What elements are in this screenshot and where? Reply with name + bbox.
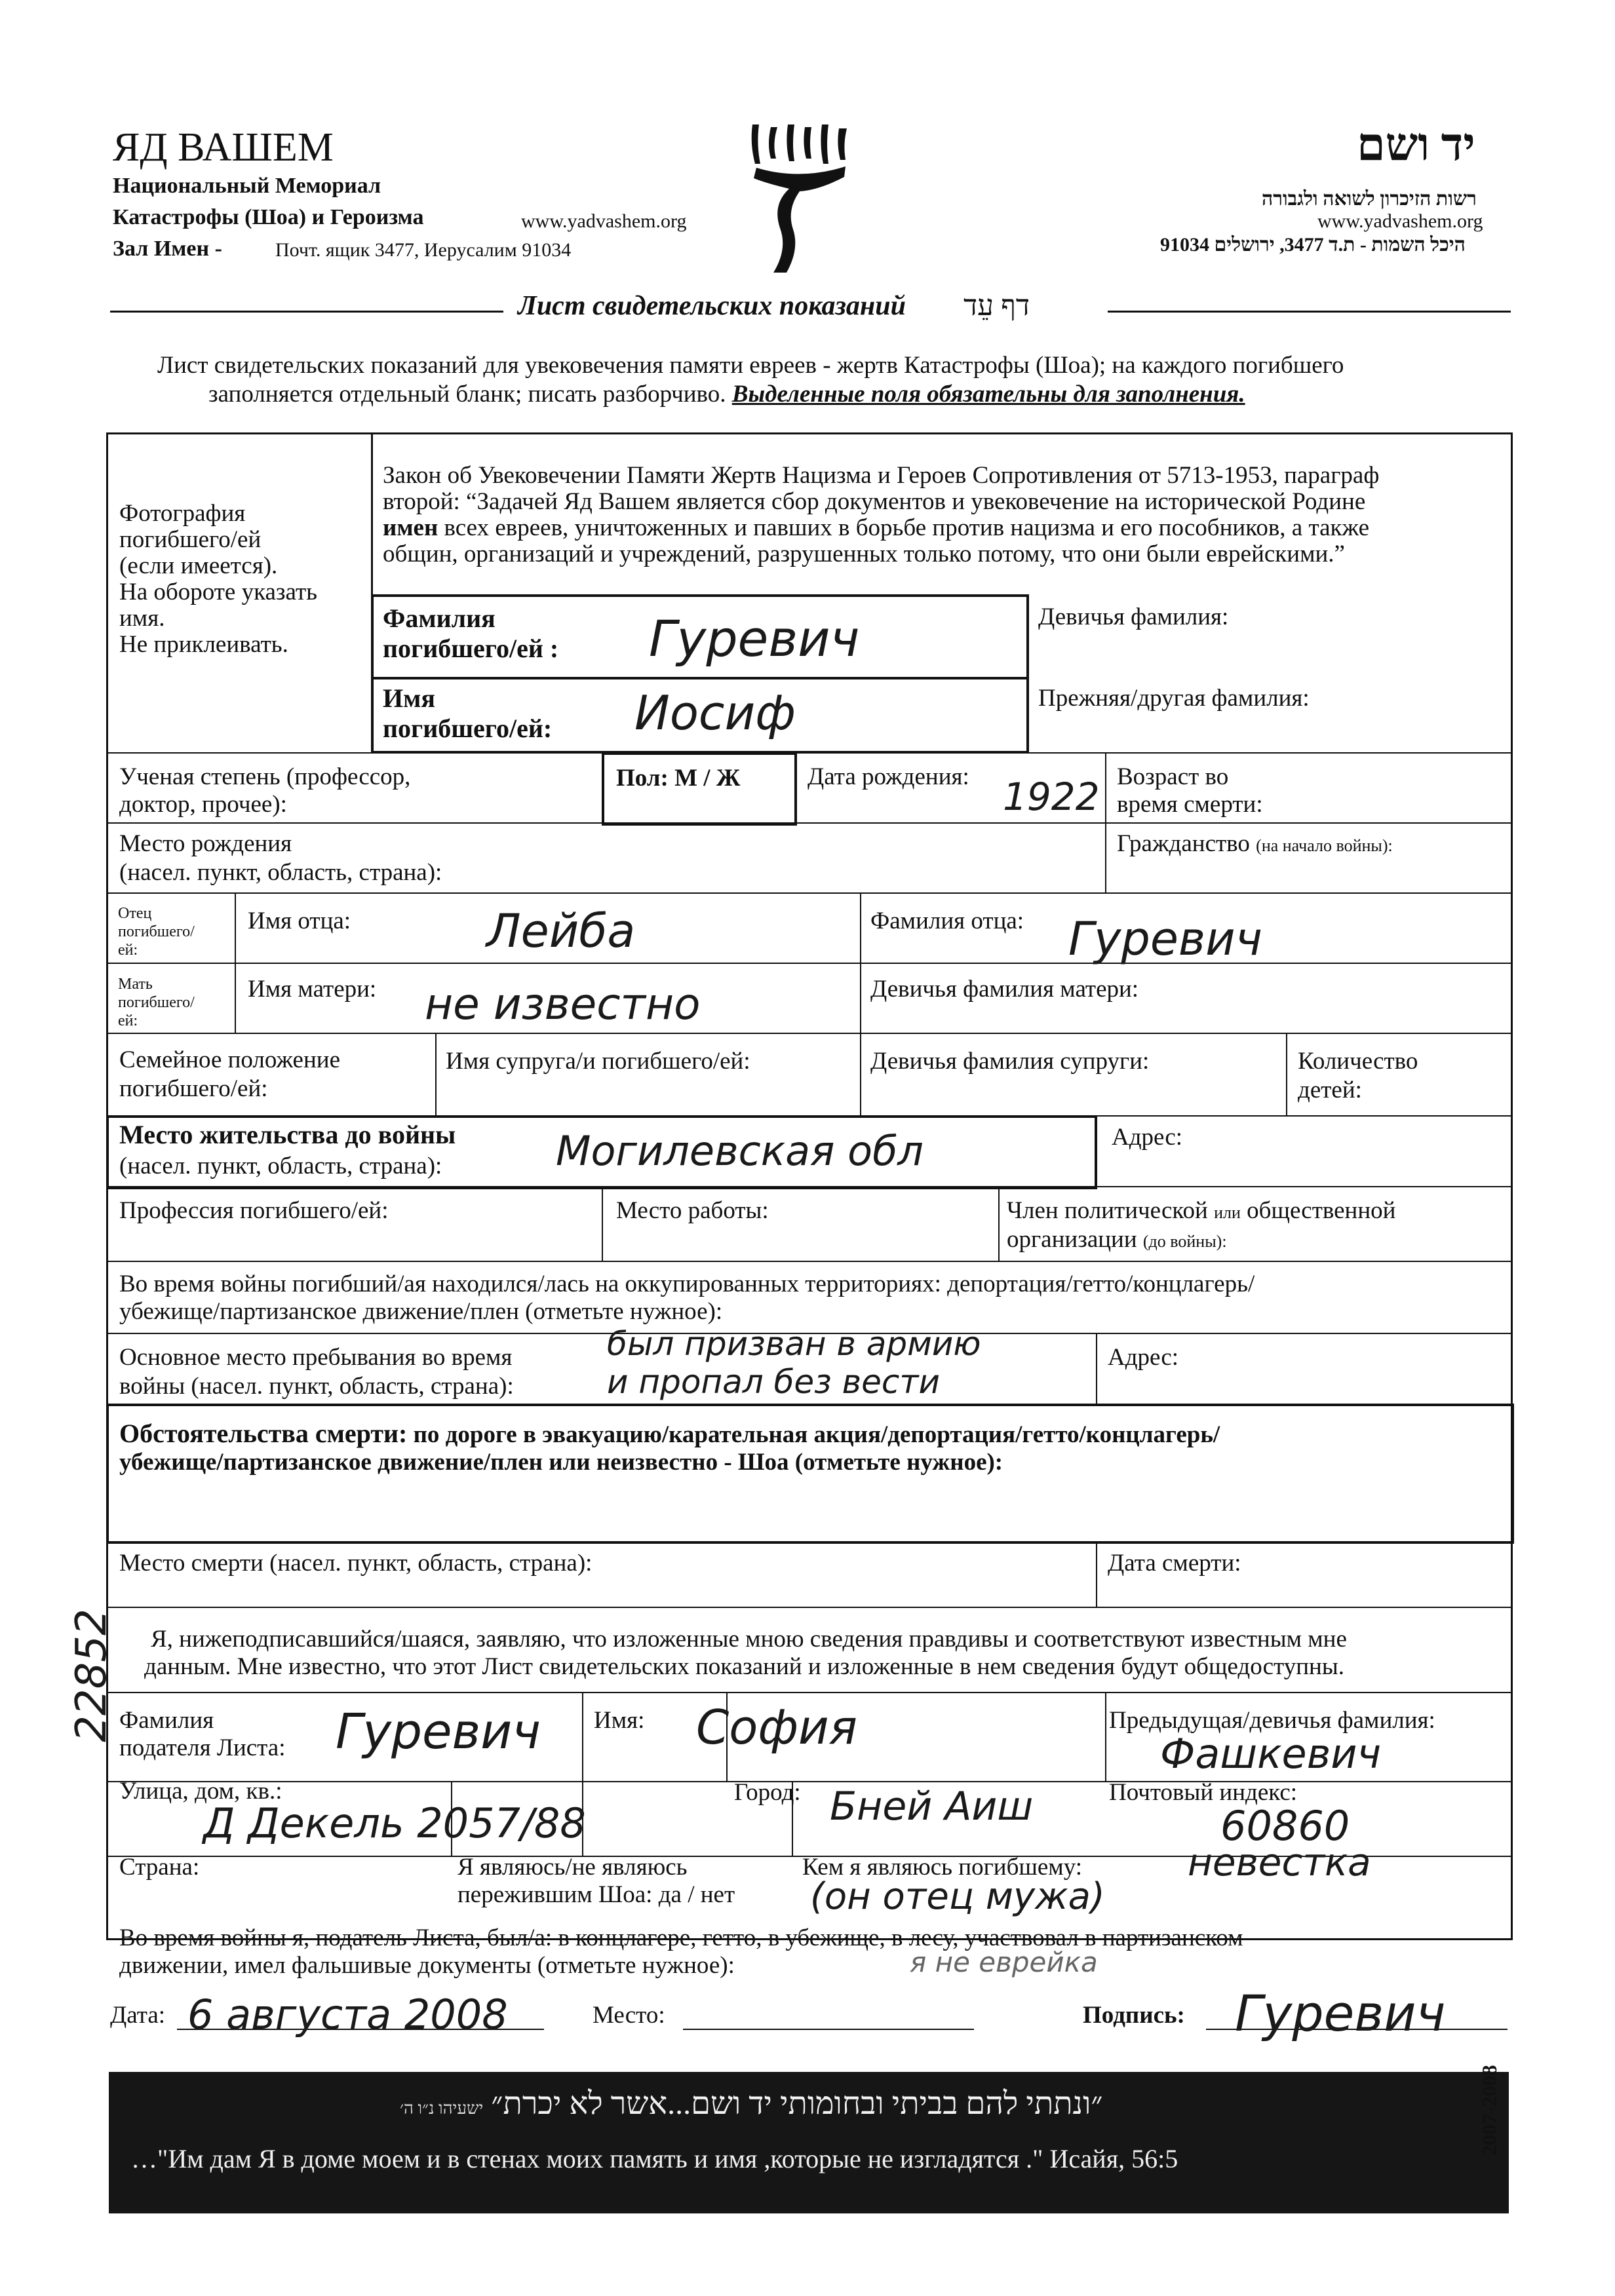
footer-quote-ru: …"Им дам Я в доме моем и в стенах моих память и имя ,которые не изгладятся ." Исайя, 56:5 bbox=[131, 2144, 1178, 2173]
row-line bbox=[106, 1607, 1511, 1608]
hw-main-place-2: и пропал без вести bbox=[607, 1363, 941, 1401]
hw-sub-city: Бней Аиш bbox=[830, 1784, 1034, 1829]
sub-street-label: Улица, дом, кв.: bbox=[119, 1778, 282, 1805]
col-line bbox=[1105, 1692, 1106, 1781]
sub-survivor-label-1: Я являюсь/не являюсь bbox=[457, 1854, 688, 1881]
law-line-3-text: всех евреев, уничтоженных и павших в борьбе против нацизма и его пособников, а также bbox=[444, 514, 1369, 541]
hw-surname: Гуревич bbox=[649, 609, 860, 668]
hw-sub-relation-2: (он отец мужа) bbox=[810, 1875, 1105, 1918]
hw-birth-year: 1922 bbox=[1003, 775, 1100, 819]
surname-label-2: погибшего/ей : bbox=[383, 634, 559, 663]
name-label-1: Имя bbox=[383, 683, 435, 713]
photo-line-4: На обороте указать bbox=[119, 579, 318, 605]
intro-plain: заполняется отдельный бланк; писать разборчиво. bbox=[208, 381, 726, 408]
hw-sub-surname: Гуревич bbox=[336, 1704, 541, 1760]
intro-line-1: Лист свидетельских показаний для увековечения памяти евреев - жертв Катастрофы (Шоа); на каждого погибшего bbox=[157, 352, 1344, 379]
war-label-2: убежище/партизанское движение/плен (отметьте нужное): bbox=[119, 1298, 723, 1325]
sub-country-label: Страна: bbox=[119, 1854, 200, 1881]
mother-side-1: Мать bbox=[118, 976, 153, 993]
col-line bbox=[235, 892, 236, 1033]
row-line bbox=[106, 1261, 1511, 1262]
footer-years: 2007-2008 bbox=[1477, 2065, 1501, 2156]
hw-sub-relation-1: невестка bbox=[1188, 1840, 1371, 1885]
workplace-label: Место работы: bbox=[616, 1197, 769, 1224]
main-place-label-2: войны (насел. пункт, область, страна): bbox=[119, 1373, 514, 1400]
place-underline bbox=[683, 2029, 974, 2030]
address-label: Адрес: bbox=[1112, 1124, 1183, 1151]
place-label: Место: bbox=[593, 2002, 665, 2029]
main-place-label-1: Основное место пребывания во время bbox=[119, 1344, 513, 1371]
title-rule-left bbox=[110, 311, 503, 313]
row-line bbox=[106, 892, 1511, 894]
member-text-a: Член политической bbox=[1007, 1197, 1208, 1224]
mother-side-2: погибшего/ bbox=[118, 994, 195, 1011]
member-text-org: организации bbox=[1007, 1226, 1137, 1253]
death-circ-options: по дороге в эвакуацию/карательная акция/депортация/гетто/концлагерь/ bbox=[413, 1421, 1220, 1448]
mother-side-3: ей: bbox=[118, 1012, 138, 1029]
col-line bbox=[860, 892, 861, 1033]
row-line bbox=[106, 1033, 1511, 1034]
hw-sub-prev: Фашкевич bbox=[1160, 1730, 1382, 1778]
hall-of-names: Зал Имен - bbox=[113, 237, 222, 261]
row-line bbox=[106, 1781, 1511, 1782]
hw-mother-name: не известно bbox=[425, 979, 701, 1029]
children-label-2: детей: bbox=[1298, 1077, 1362, 1103]
sub-name-label: Имя: bbox=[594, 1707, 645, 1734]
address-label-2: Адрес: bbox=[1108, 1344, 1179, 1371]
sub-relation-label: Кем я являюсь погибшему: bbox=[802, 1854, 1083, 1881]
law-line-2: второй: “Задачей Яд Вашем является сбор документов и увековечение на исторической Родине bbox=[383, 488, 1366, 515]
residence-label-2: (насел. пункт, область, страна): bbox=[119, 1153, 442, 1179]
col-line bbox=[1096, 1333, 1097, 1404]
sub-surname-label-2: подателя Листа: bbox=[119, 1734, 286, 1761]
row-line bbox=[106, 963, 1511, 964]
title-rule-right bbox=[1108, 311, 1511, 313]
hw-residence: Могилевская обл bbox=[556, 1127, 924, 1175]
declaration-line-2: данным. Мне известно, что этот Лист свидетельских показаний и изложенные в нем сведения будут общедоступны. bbox=[144, 1653, 1344, 1680]
hw-sub-date: 6 августа 2008 bbox=[187, 1991, 508, 2038]
hw-name: Иосиф bbox=[634, 685, 796, 740]
father-side-1: Отец bbox=[118, 905, 152, 922]
hw-signature: Гуревич bbox=[1235, 1984, 1446, 2042]
org-line-2: Катастрофы (Шоа) и Героизма bbox=[113, 205, 424, 229]
hw-sub-street: Д Декель 2057/88 bbox=[203, 1799, 586, 1847]
citizenship-label bbox=[1117, 830, 1393, 858]
col-line bbox=[1286, 1033, 1287, 1115]
photo-line-3: (если имеется). bbox=[119, 552, 278, 579]
war-label-1: Во время войны погибший/ая находился/лась на оккупированных территориях: депортация/гетто/концлагерь/ bbox=[119, 1271, 1255, 1297]
member-label-1 bbox=[1007, 1196, 1395, 1225]
member-text-c: общественной bbox=[1247, 1197, 1396, 1224]
father-side-3: ей: bbox=[118, 942, 138, 959]
hw-main-place-1: был призван в армию bbox=[607, 1325, 981, 1363]
intro-line-2 bbox=[208, 380, 1245, 409]
row-line bbox=[106, 1692, 1511, 1693]
law-bold-word: имен bbox=[383, 514, 438, 541]
footer-quote-he-ref: ישעיהו נ״ו ה׳ bbox=[400, 2099, 484, 2118]
sub-survivor-label-2: пережившим Шоа: да / нет bbox=[457, 1881, 735, 1908]
spouse-maiden-label: Девичья фамилия супруги: bbox=[870, 1048, 1150, 1075]
age-label-1: Возраст во bbox=[1117, 763, 1229, 790]
marital-label-2: погибшего/ей: bbox=[119, 1075, 268, 1102]
sub-city-label: Город: bbox=[734, 1779, 801, 1806]
hw-father-surname: Гуревич bbox=[1068, 912, 1263, 966]
row-line bbox=[106, 822, 1511, 824]
org-line-1: Национальный Мемориал bbox=[113, 174, 381, 198]
citizenship-note: (на начало войны): bbox=[1256, 836, 1393, 855]
father-side-2: погибшего/ bbox=[118, 923, 195, 940]
photo-line-1: Фотография bbox=[119, 500, 246, 527]
degree-label-2: доктор, прочее): bbox=[119, 791, 287, 818]
hw-sub-war: я не еврейка bbox=[910, 1946, 1098, 1978]
hw-margin-number: 22852 bbox=[67, 1609, 116, 1742]
footer-quote-he-text: ״ונתתי להם בביתי ובחומותי יד ושם...אשר לא יכרת״ bbox=[491, 2086, 1103, 2121]
address-he: היכל השמות - ת.ד 3477, ירושלים 91034 bbox=[1160, 234, 1466, 256]
member-note: (до войны): bbox=[1142, 1232, 1227, 1251]
photo-line-6: Не приклеивать. bbox=[119, 631, 288, 658]
surname-label-1: Фамилия bbox=[383, 603, 496, 633]
children-label-1: Количество bbox=[1298, 1048, 1418, 1075]
law-line-1: Закон об Увековечении Памяти Жертв Нацизма и Героев Сопротивления от 5713-1953, параграф bbox=[383, 462, 1380, 489]
sub-prev-label: Предыдущая/девичья фамилия: bbox=[1109, 1707, 1435, 1734]
birthplace-label-2: (насел. пункт, область, страна): bbox=[119, 859, 442, 886]
sub-war-label-2: движении, имел фальшивые документы (отметьте нужное): bbox=[119, 1952, 735, 1979]
maiden-label: Девичья фамилия: bbox=[1038, 603, 1229, 630]
father-name-label: Имя отца: bbox=[248, 908, 351, 934]
member-label-2 bbox=[1007, 1225, 1227, 1254]
signature-label: Подпись: bbox=[1083, 2002, 1185, 2029]
death-circ-line-2: убежище/партизанское движение/плен или неизвестно - Шоа (отметьте нужное): bbox=[119, 1449, 1003, 1476]
col-line bbox=[1105, 822, 1106, 892]
col-line bbox=[602, 1186, 603, 1261]
death-circ-title: Обстоятельства смерти: bbox=[119, 1419, 408, 1448]
sub-zip-label: Почтовый индекс: bbox=[1109, 1779, 1298, 1806]
death-date-label: Дата смерти: bbox=[1108, 1550, 1241, 1577]
org-name-ru: ЯД ВАШЕМ bbox=[113, 125, 334, 170]
hw-sub-zip: 60860 bbox=[1220, 1802, 1350, 1850]
yad-vashem-logo bbox=[747, 118, 859, 275]
photo-line-2: погибшего/ей bbox=[119, 526, 262, 553]
hw-father-name: Лейба bbox=[486, 904, 636, 958]
footer-quote-he bbox=[400, 2085, 1103, 2123]
org-name-he: יד ושם bbox=[1357, 120, 1475, 170]
law-line-4: общин, организаций и учреждений, разрушенных только потому, что они были еврейскими.” bbox=[383, 541, 1345, 567]
form-title-he: דף עֵד bbox=[963, 290, 1030, 322]
death-place-label: Место смерти (насел. пункт, область, страна): bbox=[119, 1550, 593, 1577]
sub-surname-label-1: Фамилия bbox=[119, 1707, 214, 1734]
declaration-line-1: Я, нижеподписавшийся/шаяся, заявляю, что изложенные мною сведения правдивы и соответствуют известным мне bbox=[151, 1626, 1347, 1653]
col-line bbox=[998, 1186, 1000, 1261]
degree-label-1: Ученая степень (профессор, bbox=[119, 763, 411, 790]
col-line bbox=[860, 1033, 861, 1115]
col-line bbox=[435, 1033, 437, 1115]
photo-line-5: имя. bbox=[119, 605, 165, 632]
law-line-3 bbox=[383, 514, 1369, 543]
sub-war-label-1: Во время войны я, податель Листа, был/а: в концлагере, гетто, в убежище, в лесу, участвовал в партизанском bbox=[119, 1924, 1243, 1951]
citizenship-text: Гражданство bbox=[1117, 830, 1250, 857]
org-he-line-1: רשות הזיכרון לשואה ולגבורה bbox=[1262, 188, 1477, 210]
form-title: Лист свидетельских показаний bbox=[518, 291, 906, 321]
member-text-or: или bbox=[1214, 1203, 1241, 1222]
marital-label-1: Семейное положение bbox=[119, 1046, 340, 1073]
hall-address: Почт. ящик 3477, Иерусалим 91034 bbox=[275, 239, 572, 261]
mother-maiden-label: Девичья фамилия матери: bbox=[870, 976, 1139, 1003]
intro-required: Выделенные поля обязательны для заполнения. bbox=[731, 381, 1245, 408]
date-label: Дата: bbox=[110, 2002, 166, 2029]
url-left: www.yadvashem.org bbox=[521, 210, 687, 232]
father-surname-label: Фамилия отца: bbox=[870, 908, 1024, 934]
mother-name-label: Имя матери: bbox=[248, 976, 377, 1003]
age-label-2: время смерти: bbox=[1117, 791, 1263, 818]
name-label-2: погибшего/ей: bbox=[383, 714, 553, 743]
spouse-name-label: Имя супруга/и погибшего/ей: bbox=[446, 1048, 750, 1075]
prev-surname-label: Прежняя/другая фамилия: bbox=[1038, 685, 1310, 712]
death-circ-line-1 bbox=[119, 1419, 1220, 1449]
profession-label: Профессия погибшего/ей: bbox=[119, 1197, 389, 1224]
hw-sub-name: София bbox=[696, 1700, 857, 1755]
birth-date-label: Дата рождения: bbox=[808, 763, 969, 790]
url-right: www.yadvashem.org bbox=[1317, 210, 1483, 232]
col-line bbox=[1096, 1542, 1097, 1607]
col-line bbox=[1105, 752, 1106, 822]
residence-label-1: Место жительства до войны bbox=[119, 1120, 456, 1149]
sex-label: Пол: М / Ж bbox=[616, 765, 741, 792]
birthplace-label-1: Место рождения bbox=[119, 830, 292, 857]
